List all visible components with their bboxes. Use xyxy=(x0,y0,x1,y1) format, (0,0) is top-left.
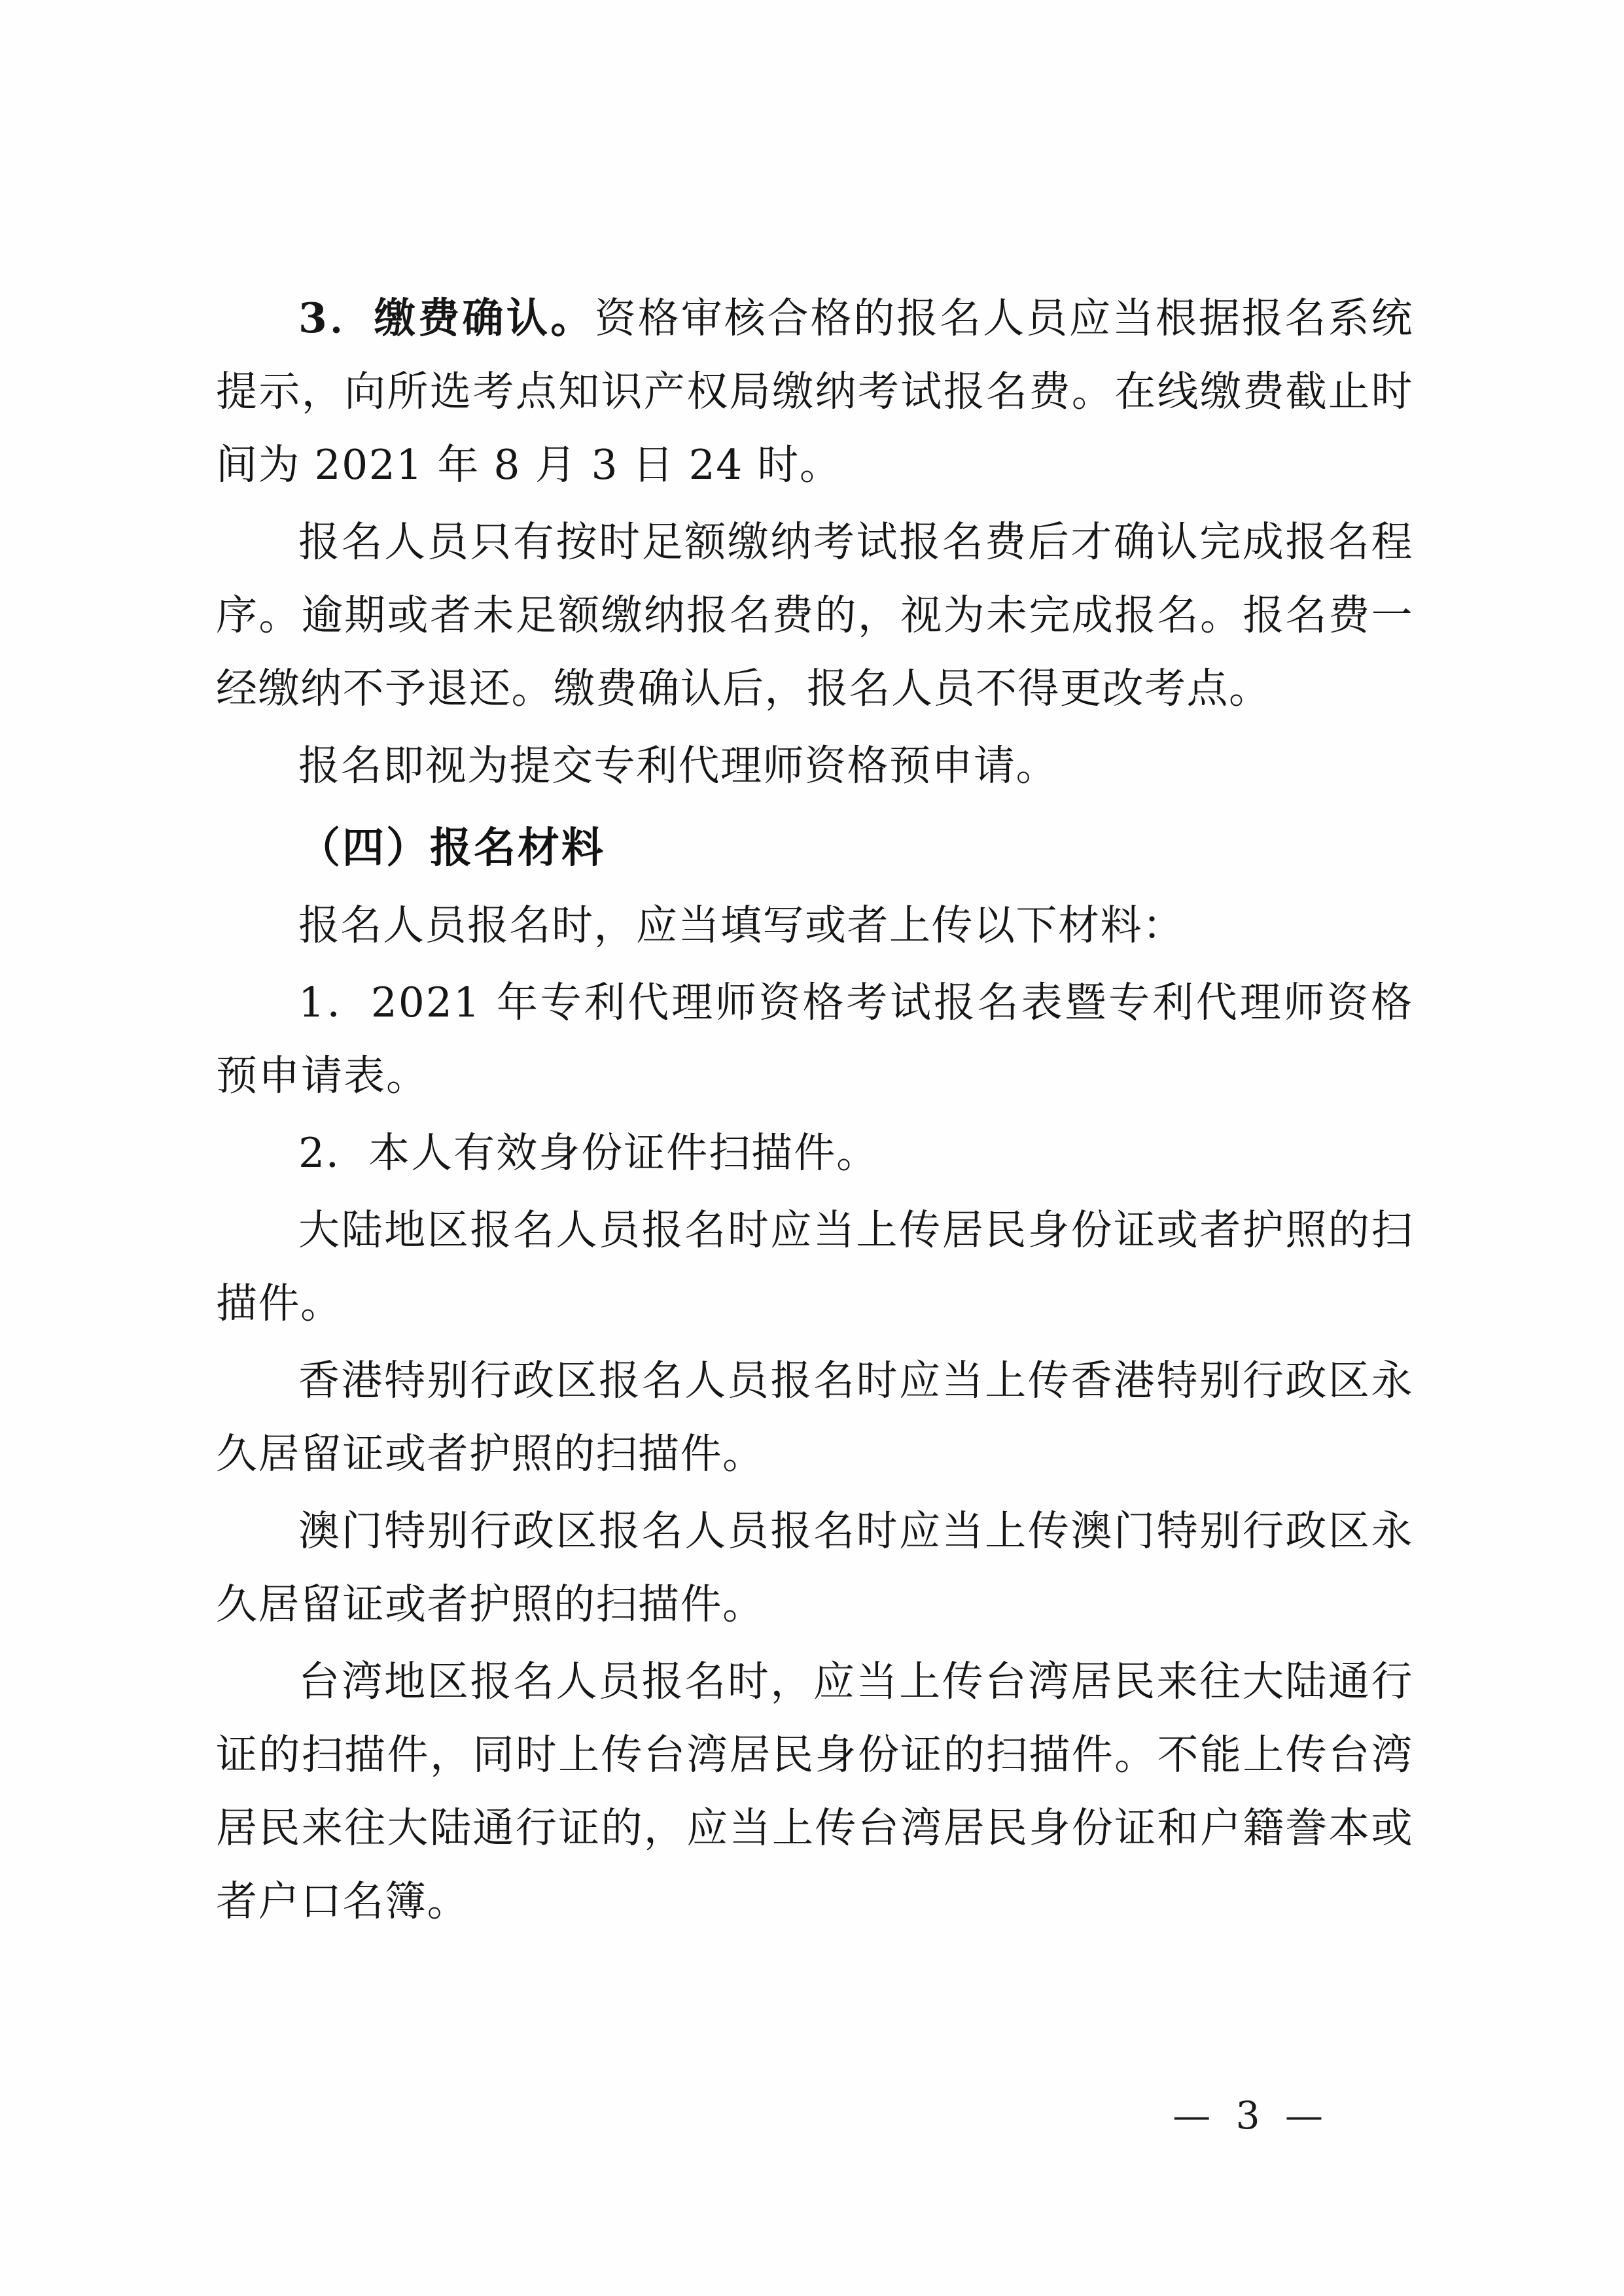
document-body xyxy=(216,281,1413,1942)
paragraph-pre-application-note: 报名即视为提交专利代理师资格预申请。 xyxy=(298,742,1058,790)
paragraph-payment-rules: 报名人员只有按时足额缴纳考试报名费后才确认完成报名程序。逾期或者未足额缴纳报名费的，视为未完成报名。报名费一经缴纳不予退还。缴费确认后，报名人员不得更改考点。 xyxy=(216,518,1413,712)
paragraph-text: 资格审核合格的报名人员应当根据报名系统提示，向所选考点知识产权局缴纳考试报名费。在线缴费截止时间为 2021 年 8 月 3 日 24 时。 xyxy=(216,294,1414,489)
page-footer-inner xyxy=(0,2093,1545,2138)
paragraph-material-item-2: 2．本人有效身份证件扫描件。 xyxy=(298,1129,879,1177)
paragraph-material-item-1: 1．2021 年专利代理师资格考试报名表暨专利代理师资格预申请表。 xyxy=(216,979,1413,1100)
section-heading-materials: （四）报名材料 xyxy=(298,824,605,873)
paragraph-hongkong-applicants: 香港特别行政区报名人员报名时应当上传香港特别行政区永久居留证或者护照的扫描件。 xyxy=(216,1357,1413,1478)
paragraph-payment-confirmation xyxy=(216,281,1413,502)
page-footer xyxy=(0,2093,1624,2138)
paragraph-materials-intro: 报名人员报名时，应当填写或者上传以下材料： xyxy=(298,901,1185,949)
paragraph-taiwan-applicants: 台湾地区报名人员报名时，应当上传台湾居民来往大陆通行证的扫描件，同时上传台湾居民身份证的扫描件。不能上传台湾居民来往大陆通行证的，应当上传台湾居民身份证和户籍誊本或者户口名簿。 xyxy=(216,1658,1413,1925)
paragraph-mainland-applicants: 大陆地区报名人员报名时应当上传居民身份证或者护照的扫描件。 xyxy=(216,1206,1413,1327)
paragraph-macau-applicants: 澳门特别行政区报名人员报名时应当上传澳门特别行政区永久居留证或者护照的扫描件。 xyxy=(216,1507,1413,1628)
paragraph-lead-label: 3．缴费确认。 xyxy=(298,294,595,342)
page-number: — 3 — xyxy=(1173,2093,1330,2138)
